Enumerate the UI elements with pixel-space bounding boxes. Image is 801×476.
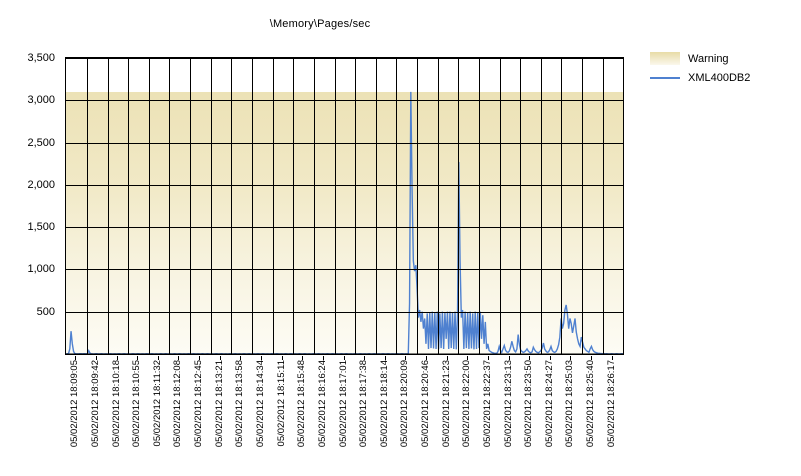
x-axis-label: 05/02/2012 18:18:14 [379, 360, 390, 448]
x-axis-label: 05/02/2012 18:25:03 [564, 360, 575, 448]
v-gridline [335, 58, 336, 354]
y-axis-label: 3,000 [27, 94, 55, 107]
v-gridline [149, 58, 150, 354]
v-gridline [417, 58, 418, 354]
v-gridline [252, 58, 253, 354]
x-axis-label: 05/02/2012 18:10:55 [131, 360, 142, 448]
x-axis-label: 05/02/2012 18:10:18 [111, 360, 122, 448]
v-gridline [231, 58, 232, 354]
x-axis-label: 05/02/2012 18:22:37 [482, 360, 493, 448]
v-gridline [87, 58, 88, 354]
y-axis-label: 2,500 [27, 136, 55, 149]
x-axis-label: 05/02/2012 18:23:13 [503, 360, 514, 448]
x-axis-label: 05/02/2012 18:09:42 [90, 360, 101, 448]
legend-label-warning: Warning [688, 52, 729, 65]
v-gridline [128, 58, 129, 354]
x-axis-label: 05/02/2012 18:20:46 [420, 360, 431, 448]
v-gridline [314, 58, 315, 354]
legend-item-warning [650, 50, 795, 67]
v-gridline [169, 58, 170, 354]
v-gridline [603, 58, 604, 354]
x-axis-label: 05/02/2012 18:23:50 [523, 360, 534, 448]
v-gridline [190, 58, 191, 354]
x-axis-label: 05/02/2012 18:17:01 [338, 360, 349, 448]
v-gridline [561, 58, 562, 354]
y-axis [0, 52, 60, 355]
x-axis-label: 05/02/2012 18:12:45 [193, 360, 204, 448]
plot-area [65, 57, 624, 355]
v-gridline [458, 58, 459, 354]
v-gridline [376, 58, 377, 354]
y-axis-label: 1,500 [27, 221, 55, 234]
x-axis-label: 05/02/2012 18:15:11 [276, 360, 287, 447]
v-gridline [293, 58, 294, 354]
y-axis-label: 3,500 [27, 52, 55, 64]
legend-item-xml400db2 [650, 69, 795, 86]
x-axis-label: 05/02/2012 18:09:05 [69, 360, 80, 448]
v-gridline [211, 58, 212, 354]
v-gridline [520, 58, 521, 354]
v-gridline [108, 58, 109, 354]
x-axis-label: 05/02/2012 18:22:00 [461, 360, 472, 448]
y-axis-label: 500 [36, 305, 55, 318]
y-axis-label: 2,000 [27, 178, 55, 191]
x-axis-label: 05/02/2012 18:24:27 [544, 360, 555, 448]
x-axis-label: 05/02/2012 18:16:24 [317, 360, 328, 448]
v-gridline [355, 58, 356, 354]
x-axis-label: 05/02/2012 18:26:17 [606, 360, 617, 448]
v-gridline [438, 58, 439, 354]
x-axis [65, 356, 624, 474]
legend-label-xml400db2: XML400DB2 [688, 71, 751, 84]
v-gridline [582, 58, 583, 354]
x-axis-label: 05/02/2012 18:11:32 [152, 360, 163, 447]
warning-band-swatch-icon [650, 52, 680, 65]
x-axis-label: 05/02/2012 18:20:09 [399, 360, 410, 448]
x-axis-label: 05/02/2012 18:13:58 [234, 360, 245, 448]
chart-legend [650, 50, 795, 88]
v-gridline [541, 58, 542, 354]
v-gridline [479, 58, 480, 354]
x-axis-label: 05/02/2012 18:15:48 [296, 360, 307, 448]
x-axis-label: 05/02/2012 18:21:23 [441, 360, 452, 448]
x-axis-label: 05/02/2012 18:17:38 [358, 360, 369, 448]
series-line-swatch-icon [650, 71, 680, 84]
x-axis-label: 05/02/2012 18:12:08 [172, 360, 183, 448]
v-gridline [396, 58, 397, 354]
v-gridline [500, 58, 501, 354]
chart-title: \Memory\Pages/sec [269, 18, 371, 30]
v-gridline [273, 58, 274, 354]
x-axis-label: 05/02/2012 18:25:40 [585, 360, 596, 448]
x-axis-label: 05/02/2012 18:14:34 [255, 360, 266, 448]
y-axis-label: 1,000 [27, 263, 55, 276]
x-axis-label: 05/02/2012 18:13:21 [214, 360, 225, 448]
